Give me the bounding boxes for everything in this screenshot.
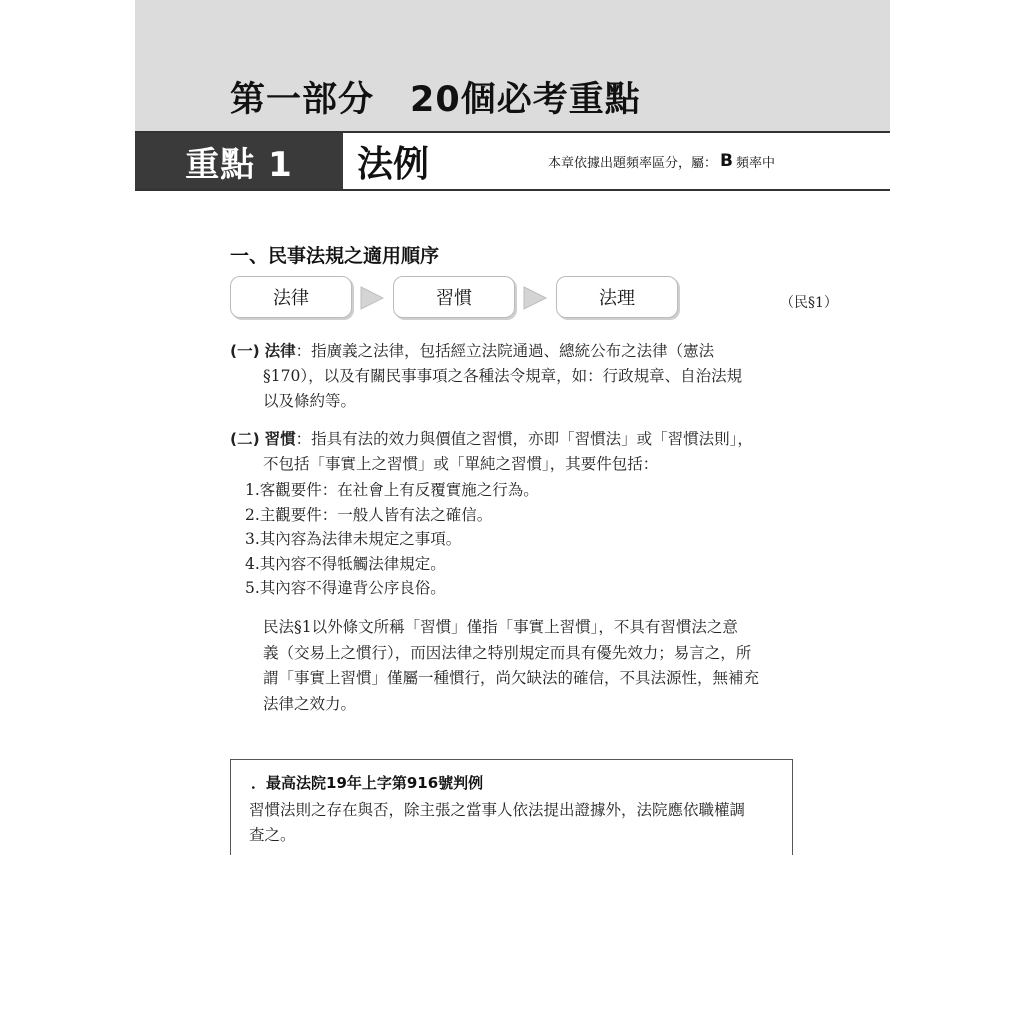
frequency-prefix: 本章依據出題頻率區分，屬：	[548, 155, 718, 171]
precedent-box	[230, 759, 793, 855]
chapter-title: 法例	[357, 143, 430, 185]
item-custom	[230, 427, 800, 477]
item-mark: (二)	[230, 430, 260, 448]
note-line: 義（交易上之慣行），而因法律之特別規定而具有優先效力；易言之，所	[263, 643, 752, 662]
precedent-line: 查之。	[249, 826, 296, 844]
frequency-grade: B	[720, 151, 733, 171]
note-line: 民法§1以外條文所稱「習慣」僅指「事實上習慣」，不具有習慣法之意	[263, 618, 738, 636]
list-item: 2.主觀要件：一般人皆有法之確信。	[245, 505, 493, 524]
part-header	[135, 0, 890, 131]
item-term: 法律	[264, 342, 296, 360]
requirements-list	[245, 478, 539, 601]
item-text-line: ：指具有法的效力與價值之習慣，亦即「習慣法」或「習慣法則」，	[295, 430, 753, 448]
item-text-line: §170），以及有關民事事項之各種法令規章，如：行政規章、自治法規	[263, 367, 743, 385]
precedent-title: ．最高法院19年上字第916號判例	[251, 774, 484, 792]
item-law	[230, 339, 800, 414]
item-text-line: 不包括「事實上之習慣」或「單純之習慣」，其要件包括：	[263, 455, 659, 473]
flow-box-law: 法律	[230, 276, 352, 318]
frequency-note	[548, 133, 775, 189]
list-item: 1.客觀要件：在社會上有反覆實施之行為。	[245, 481, 539, 499]
frequency-suffix: 頻率中	[735, 155, 775, 171]
item-term: 習慣	[264, 430, 296, 448]
chapter-bar	[135, 131, 890, 191]
list-item: 4.其內容不得牴觸法律規定。	[245, 554, 446, 573]
item-text-line: 以及條約等。	[263, 392, 357, 410]
item-mark: (一)	[230, 342, 260, 360]
item-text-line: ：指廣義之法律，包括經立法院通過、總統公布之法律（憲法	[295, 342, 715, 360]
custom-note-paragraph	[263, 615, 803, 717]
list-item: 3.其內容為法律未規定之事項。	[245, 530, 462, 548]
flow-citation: （民§1）	[780, 295, 838, 311]
list-item: 5.其內容不得違背公序良俗。	[245, 579, 446, 597]
flow-arrow-icon	[358, 284, 386, 312]
book-page	[135, 0, 890, 1024]
precedent-line: 習慣法則之存在與否，除主張之當事人依法提出證據外，法院應依職權調	[249, 801, 746, 819]
application-order-flow	[230, 276, 838, 322]
part-title: 第一部分 20個必考重點	[230, 80, 641, 120]
note-line: 法律之效力。	[263, 694, 357, 713]
note-line: 謂「事實上習慣」僅屬一種慣行，尚欠缺法的確信，不具法源性，無補充	[263, 669, 760, 687]
section-heading: 一、民事法規之適用順序	[230, 245, 440, 267]
flow-box-jurisprudence: 法理	[556, 276, 678, 318]
flow-arrow-icon	[521, 284, 549, 312]
chapter-number: 重點 1	[135, 133, 343, 189]
precedent-body	[249, 798, 779, 848]
flow-box-custom: 習慣	[393, 276, 515, 318]
